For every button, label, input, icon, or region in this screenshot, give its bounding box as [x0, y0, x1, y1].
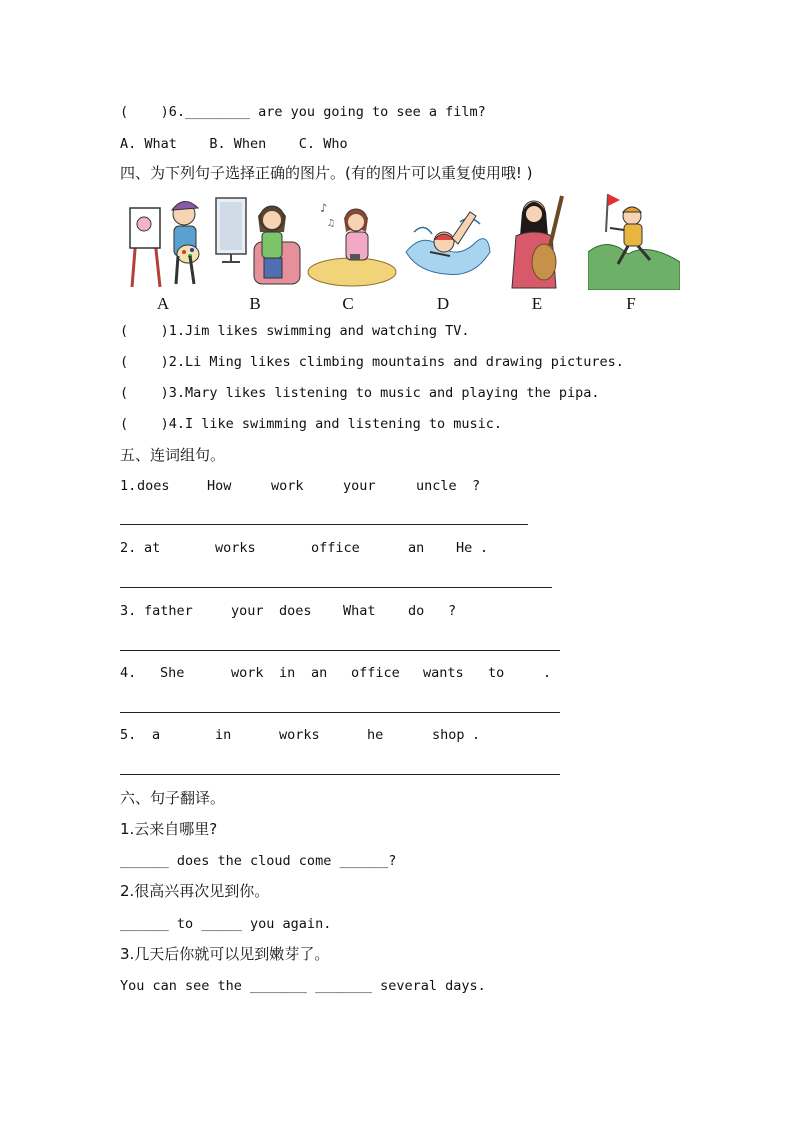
svg-text:♪: ♪	[320, 201, 328, 215]
s5-3-word: your	[231, 603, 264, 619]
picture-label-e: E	[531, 294, 543, 313]
section5-heading: 五、连词组句。	[120, 446, 226, 464]
girl-playing-pipa-icon	[494, 192, 586, 290]
s5-4-word: office	[351, 665, 400, 681]
girl-listening-music-icon	[306, 192, 398, 290]
s6-item-3-en: You can see the _______ _______ several days.	[120, 978, 486, 994]
s5-5-word: .	[472, 727, 481, 743]
s6-item-1-en: ______ does the cloud come ______?	[120, 853, 397, 869]
s5-3-num: 3.	[120, 603, 137, 619]
s5-3-word: ?	[448, 603, 457, 619]
picture-label-f: F	[626, 294, 636, 313]
s5-4-word: an	[311, 665, 328, 681]
s5-5-word: he	[367, 727, 384, 743]
s6-item-1-cn: 1.云来自哪里?	[120, 820, 218, 838]
q6-options: A. What B. When C. Who	[120, 136, 348, 152]
s5-5-word: a	[152, 727, 161, 743]
s5-3-word: What	[343, 603, 376, 619]
s5-4-num: 4.	[120, 665, 137, 681]
picture-label-b: B	[249, 294, 261, 313]
s5-4-word: in	[279, 665, 296, 681]
s5-3-word: does	[279, 603, 312, 619]
s5-1-word: does	[137, 478, 170, 494]
s5-1-word: your	[343, 478, 376, 494]
mountain-climber-icon	[588, 192, 680, 290]
s5-2-word: He	[456, 540, 473, 556]
boy-painting-icon	[122, 192, 214, 290]
s5-2-word: works	[215, 540, 256, 556]
s5-1-word: work	[271, 478, 304, 494]
s4-item-4: ( )4.I like swimming and listening to music.	[120, 416, 503, 432]
s5-2-word: office	[311, 540, 360, 556]
s5-5-word: in	[215, 727, 232, 743]
s5-1-word: ?	[472, 478, 481, 494]
s6-item-2-en: ______ to _____ you again.	[120, 916, 332, 932]
girl-watching-tv-icon	[214, 192, 306, 290]
s5-1-word: uncle	[416, 478, 457, 494]
s4-item-3: ( )3.Mary likes listening to music and playing the pipa.	[120, 385, 600, 401]
section6-heading: 六、句子翻译。	[120, 789, 226, 807]
picture-row	[120, 192, 680, 314]
s5-4-word: work	[231, 665, 264, 681]
section4-heading: 四、为下列句子选择正确的图片。(有的图片可以重复使用哦! )	[120, 164, 533, 182]
s5-2-word: .	[480, 540, 489, 556]
picture-label-a: A	[156, 294, 170, 313]
picture-label-c: C	[342, 294, 354, 313]
s6-item-2-cn: 2.很高兴再次见到你。	[120, 882, 270, 900]
s5-5-num: 5.	[120, 727, 137, 743]
s5-5-word: shop	[432, 727, 465, 743]
s6-item-3-cn: 3.几天后你就可以见到嫩芽了。	[120, 945, 330, 963]
q6-text: ( )6.________ are you going to see a film?	[120, 104, 486, 120]
s5-4-word: .	[543, 665, 552, 681]
s5-2-num: 2.	[120, 540, 137, 556]
swimmer-icon	[400, 192, 492, 290]
answer-line[interactable]	[120, 650, 560, 651]
s5-3-word: do	[408, 603, 425, 619]
answer-line[interactable]	[120, 774, 560, 775]
s5-5-word: works	[279, 727, 320, 743]
s4-item-2: ( )2.Li Ming likes climbing mountains and drawing pictures.	[120, 354, 624, 370]
s5-4-word: She	[160, 665, 185, 681]
s5-3-word: father	[144, 603, 193, 619]
picture-label-d: D	[436, 294, 450, 313]
s5-1-word: How	[207, 478, 232, 494]
s5-2-word: an	[408, 540, 425, 556]
s5-4-word: to	[488, 665, 505, 681]
s4-item-1: ( )1.Jim likes swimming and watching TV.	[120, 323, 470, 339]
answer-line[interactable]	[120, 524, 528, 525]
s5-1-num: 1.	[120, 478, 137, 494]
answer-line[interactable]	[120, 587, 552, 588]
s5-4-word: wants	[423, 665, 464, 681]
s5-2-word: at	[144, 540, 161, 556]
svg-text:♫: ♫	[328, 218, 335, 229]
answer-line[interactable]	[120, 712, 560, 713]
